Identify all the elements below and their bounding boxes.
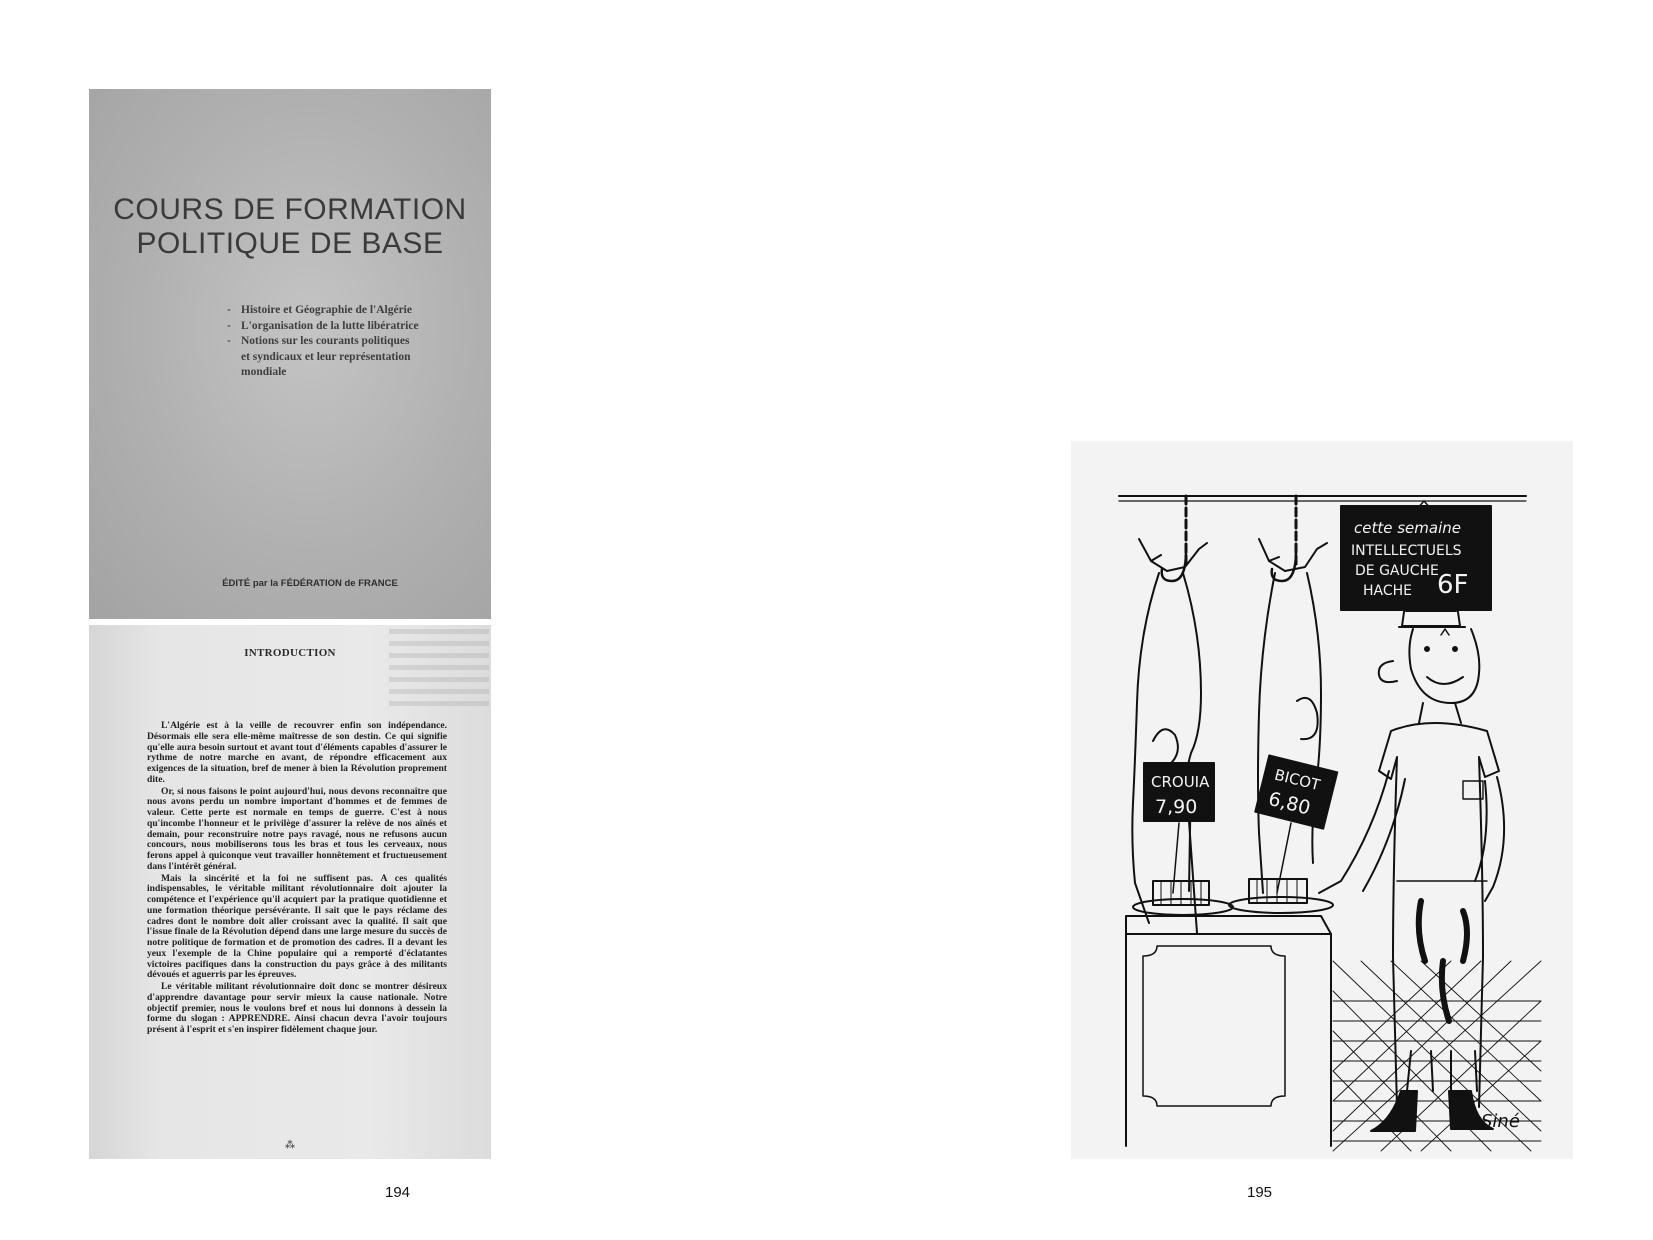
cover-title-line-2: POLITIQUE DE BASE (136, 227, 444, 260)
butcher-figure (1319, 598, 1504, 1131)
cover-scan (89, 89, 491, 619)
page-number-right: 195 (1247, 1184, 1273, 1201)
page-number-left: 194 (385, 1184, 411, 1201)
cartoon-drawing (1071, 441, 1573, 1159)
hook-left (1162, 551, 1186, 581)
tag-left-price: 7,90 (1155, 796, 1198, 818)
introduction-scan (89, 625, 491, 1159)
cover-topic: - L'organisation de la lutte libératrice (227, 319, 467, 335)
hanging-figure-left (1132, 539, 1207, 933)
minced-meat-roll-right (1229, 879, 1333, 913)
artist-signature: Siné (1481, 1111, 1520, 1132)
price-tag-right (1255, 755, 1337, 828)
sign-price: 6F (1437, 570, 1469, 600)
end-mark: ⁂ (285, 1140, 295, 1151)
tag-left-label: CROUIA (1151, 773, 1210, 791)
cover-editor-line: ÉDITÉ par la FÉDÉRATION de FRANCE (222, 578, 398, 589)
sign-line-2: INTELLECTUELS (1351, 543, 1462, 559)
cover-title (89, 193, 491, 261)
introduction-title: INTRODUCTION (244, 647, 336, 659)
introduction-paragraph: Le véritable militant révolutionnaire doit donc se montrer désireux d'apprendre davantage pour servir mieux la cause nationale. Notre objectif premier, nous le voulons bref et nous lui donnons à dessein la forme du slogan : APPRENDRE. Ainsi chacun devra l'avoir toujours présent à l'esprit et s'en inspirer fidèlement chaque jour. (147, 981, 447, 1035)
cover-topic: - Histoire et Géographie de l'Algérie (227, 303, 467, 319)
cover-title-line-1: COURS DE FORMATION (113, 193, 467, 226)
sign-line-4: HACHE (1363, 583, 1413, 599)
bleed-through-text (389, 629, 489, 709)
cover-topic: - Notions sur les courants politiques (227, 334, 467, 350)
cover-topic-continued: mondiale (241, 366, 287, 378)
tag-right-label: BICOT (1272, 765, 1322, 795)
cover-topic-list (227, 303, 467, 381)
sign-line-3: DE GAUCHE (1355, 563, 1439, 579)
tag-right-price: 6,80 (1266, 787, 1313, 820)
introduction-body (147, 721, 447, 1036)
minced-meat-roll-left (1133, 881, 1233, 915)
hanging-figure-right (1258, 539, 1327, 893)
butcher-cartoon (1071, 441, 1573, 1159)
sign-line-1: cette semaine (1354, 519, 1461, 537)
introduction-paragraph: Mais la sincérité et la foi ne suffisent pas. A ces qualités indispensables, le véritable militant révolutionnaire doit ajouter la compétence et l'expérience qu'il acquiert par la pratique quotidienne et une formation théorique persévérante. Il sait que le pays réclame des cadres dont le nombre doit aller croissant avec la qualité. Il sait que l'issue finale de la Révolution dépend dans une large mesure du succès de notre politique de formation et de promotion des cadres. Il a devant les yeux l'exemple de la Chine populaire qui a remporté d'éclatantes victoires pacifiques dans la construction du pays grâce à des militants dévoués et aguerris par les épreuves. (147, 872, 447, 981)
cover-topic-continued: et syndicaux et leur représentation (241, 350, 411, 363)
introduction-paragraph: Or, si nous faisons le point aujourd'hui, nous devons reconnaître que nous avons perdu un nombre important d'hommes et de femmes de valeur. Cette perte est normale en temps de guerre. C'est à nous qu'incombe l'honneur et le privilège d'assurer la relève de nos aînés et demain, pour reconstruire notre pays ravagé, nous ne refusons aucun concours, nous mobiliserons tous les bras et tous les cerveaux, nous ferons appel à quiconque veut travailler honnêtement et fructueusement dans l'intérêt général. (147, 785, 447, 872)
butcher-counter (1126, 916, 1331, 1146)
introduction-paragraph: L'Algérie est à la veille de recouvrer enfin son indépendance. Désormais elle sera elle-même maîtresse de son destin. Ce qui signifie qu'elle aura besoin surtout et avant tout d'éléments capables d'assurer le rythme de notre marche en avant, de répondre efficacement aux exigences de la situation, bref de mener à bien la Révolution proprement dite. (147, 720, 447, 785)
